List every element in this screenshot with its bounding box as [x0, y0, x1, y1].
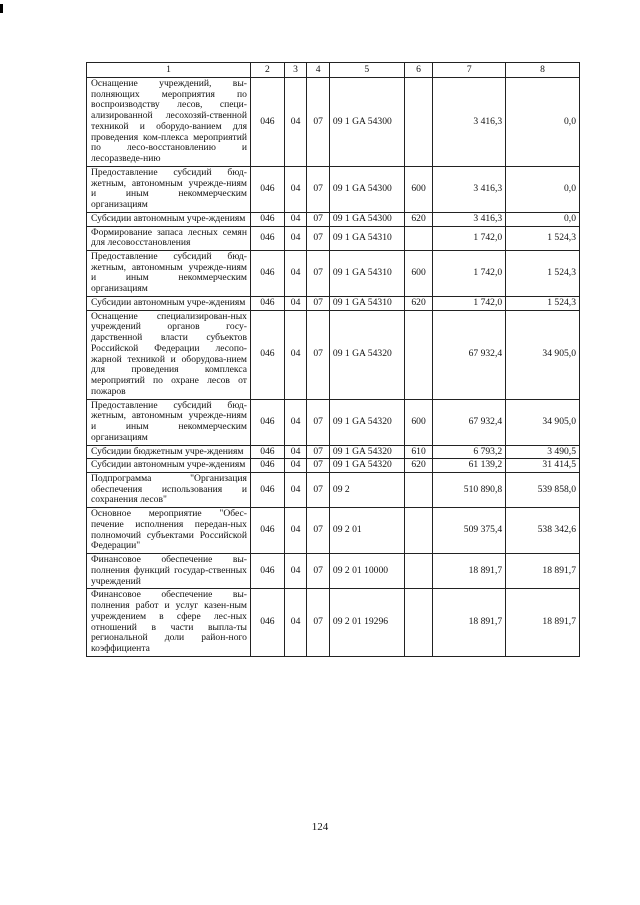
target-article-cell: 09 2 01 [329, 508, 404, 554]
page-number: 124 [311, 821, 329, 833]
subsection-cell: 07 [307, 310, 330, 399]
amount-year1-cell: 61 139,2 [433, 459, 506, 473]
section-cell: 04 [284, 226, 307, 250]
table-row [87, 166, 580, 212]
header-cell: 8 [506, 63, 580, 78]
subsection-cell: 07 [307, 508, 330, 554]
amount-year2-cell: 34 905,0 [506, 310, 580, 399]
amount-year2-cell: 31 414,5 [506, 459, 580, 473]
row-name-cell: Предоставление субсидий бюд-жетным, автономным учрежде-ниям и иным некоммерческим организациям [87, 251, 251, 297]
admin-code-cell: 046 [250, 78, 284, 167]
subsection-cell: 07 [307, 589, 330, 656]
row-name-cell: Подпрограмма "Организация обеспечения использования и сохранения лесов" [87, 472, 251, 507]
expense-type-cell: 620 [404, 212, 433, 226]
expense-type-cell [404, 310, 433, 399]
section-cell: 04 [284, 296, 307, 310]
section-cell: 04 [284, 251, 307, 297]
expense-type-cell [404, 554, 433, 589]
section-cell: 04 [284, 472, 307, 507]
amount-year2-cell: 0,0 [506, 78, 580, 167]
amount-year1-cell: 3 416,3 [433, 212, 506, 226]
amount-year2-cell: 0,0 [506, 212, 580, 226]
subsection-cell: 07 [307, 212, 330, 226]
admin-code-cell: 046 [250, 212, 284, 226]
table-row [87, 226, 580, 250]
subsection-cell: 07 [307, 226, 330, 250]
amount-year2-cell: 3 490,5 [506, 445, 580, 459]
amount-year2-cell: 1 524,3 [506, 296, 580, 310]
row-name-cell: Формирование запаса лесных семян для лесовосстановления [87, 226, 251, 250]
target-article-cell: 09 1 GA 54310 [329, 296, 404, 310]
row-name-cell: Предоставление субсидий бюд-жетным, автономным учрежде-ниям и иным некоммерческим организациям [87, 166, 251, 212]
expense-type-cell [404, 78, 433, 167]
admin-code-cell: 046 [250, 251, 284, 297]
amount-year2-cell: 18 891,7 [506, 554, 580, 589]
admin-code-cell: 046 [250, 445, 284, 459]
section-cell: 04 [284, 166, 307, 212]
amount-year1-cell: 509 375,4 [433, 508, 506, 554]
expense-type-cell [404, 226, 433, 250]
row-name-cell: Субсидии автономным учре-ждениям [87, 459, 251, 473]
amount-year1-cell: 1 742,0 [433, 251, 506, 297]
target-article-cell: 09 1 GA 54310 [329, 251, 404, 297]
subsection-cell: 07 [307, 166, 330, 212]
target-article-cell: 09 1 GA 54300 [329, 166, 404, 212]
expense-type-cell: 620 [404, 296, 433, 310]
target-article-cell: 09 2 [329, 472, 404, 507]
section-cell: 04 [284, 459, 307, 473]
target-article-cell: 09 1 GA 54320 [329, 399, 404, 445]
amount-year2-cell: 539 858,0 [506, 472, 580, 507]
table-row [87, 78, 580, 167]
header-row [87, 63, 580, 78]
amount-year1-cell: 1 742,0 [433, 296, 506, 310]
table-row [87, 251, 580, 297]
target-article-cell: 09 1 GA 54310 [329, 226, 404, 250]
expense-type-cell: 600 [404, 251, 433, 297]
admin-code-cell: 046 [250, 589, 284, 656]
expense-type-cell: 610 [404, 445, 433, 459]
row-name-cell: Предоставление субсидий бюд-жетным, автономным учрежде-ниям и иным некоммерческим организациям [87, 399, 251, 445]
amount-year1-cell: 3 416,3 [433, 166, 506, 212]
amount-year2-cell: 18 891,7 [506, 589, 580, 656]
admin-code-cell: 046 [250, 166, 284, 212]
expense-type-cell: 600 [404, 166, 433, 212]
amount-year1-cell: 18 891,7 [433, 589, 506, 656]
amount-year1-cell: 1 742,0 [433, 226, 506, 250]
section-cell: 04 [284, 399, 307, 445]
amount-year1-cell: 6 793,2 [433, 445, 506, 459]
expense-type-cell: 620 [404, 459, 433, 473]
amount-year1-cell: 3 416,3 [433, 78, 506, 167]
header-cell: 4 [307, 63, 330, 78]
section-cell: 04 [284, 445, 307, 459]
table-row [87, 459, 580, 473]
expense-type-cell [404, 472, 433, 507]
row-name-cell: Оснащение специализирован-ных учреждений органов госу-дарственной власти субъектов Российской Федерации лесопо-жарной техникой и оборудова-нием для проведения комплекса мероприятий по охране лесов от пожаров [87, 310, 251, 399]
admin-code-cell: 046 [250, 508, 284, 554]
subsection-cell: 07 [307, 296, 330, 310]
header-cell: 2 [250, 63, 284, 78]
header-cell: 3 [284, 63, 307, 78]
amount-year1-cell: 67 932,4 [433, 399, 506, 445]
expense-type-cell [404, 508, 433, 554]
table-row [87, 589, 580, 656]
row-name-cell: Субсидии автономным учре-ждениям [87, 296, 251, 310]
expense-type-cell: 600 [404, 399, 433, 445]
row-name-cell: Субсидии бюджетным учре-ждениям [87, 445, 251, 459]
admin-code-cell: 046 [250, 296, 284, 310]
subsection-cell: 07 [307, 472, 330, 507]
admin-code-cell: 046 [250, 459, 284, 473]
table-row [87, 310, 580, 399]
admin-code-cell: 046 [250, 310, 284, 399]
table-row [87, 554, 580, 589]
amount-year1-cell: 67 932,4 [433, 310, 506, 399]
admin-code-cell: 046 [250, 399, 284, 445]
target-article-cell: 09 1 GA 54320 [329, 445, 404, 459]
section-cell: 04 [284, 212, 307, 226]
scan-corner-mark [0, 4, 3, 13]
amount-year2-cell: 538 342,6 [506, 508, 580, 554]
table-row [87, 399, 580, 445]
row-name-cell: Оснащение учреждений, вы-полняющих мероприятия по воспроизводству лесов, специ-ализированной лесохозяй-ственной техникой и оборудо-ванием для проведения ком-плекса мероприятий по лесо-восстановлению и лесоразведе-нию [87, 78, 251, 167]
target-article-cell: 09 1 GA 54300 [329, 78, 404, 167]
amount-year1-cell: 510 890,8 [433, 472, 506, 507]
admin-code-cell: 046 [250, 226, 284, 250]
amount-year2-cell: 34 905,0 [506, 399, 580, 445]
section-cell: 04 [284, 589, 307, 656]
amount-year2-cell: 1 524,3 [506, 226, 580, 250]
table-row [87, 472, 580, 507]
target-article-cell: 09 1 GA 54320 [329, 310, 404, 399]
amount-year1-cell: 18 891,7 [433, 554, 506, 589]
section-cell: 04 [284, 554, 307, 589]
subsection-cell: 07 [307, 445, 330, 459]
subsection-cell: 07 [307, 554, 330, 589]
row-name-cell: Субсидии автономным учре-ждениям [87, 212, 251, 226]
subsection-cell: 07 [307, 459, 330, 473]
header-cell: 5 [329, 63, 404, 78]
amount-year2-cell: 0,0 [506, 166, 580, 212]
table-row [87, 508, 580, 554]
section-cell: 04 [284, 78, 307, 167]
section-cell: 04 [284, 508, 307, 554]
amount-year2-cell: 1 524,3 [506, 251, 580, 297]
target-article-cell: 09 1 GA 54320 [329, 459, 404, 473]
header-cell: 6 [404, 63, 433, 78]
table-row [87, 212, 580, 226]
table-row [87, 296, 580, 310]
row-name-cell: Финансовое обеспечение вы-полнения функций государ-ственных учреждений [87, 554, 251, 589]
subsection-cell: 07 [307, 78, 330, 167]
target-article-cell: 09 2 01 10000 [329, 554, 404, 589]
budget-table [86, 62, 580, 657]
subsection-cell: 07 [307, 251, 330, 297]
header-cell: 7 [433, 63, 506, 78]
header-cell: 1 [87, 63, 251, 78]
row-name-cell: Финансовое обеспечение вы-полнения работ и услуг казен-ным учреждением в сфере лес-ных отношений в части выпла-ты региональной доли район-ного коэффициента [87, 589, 251, 656]
subsection-cell: 07 [307, 399, 330, 445]
target-article-cell: 09 2 01 19296 [329, 589, 404, 656]
admin-code-cell: 046 [250, 472, 284, 507]
section-cell: 04 [284, 310, 307, 399]
table-row [87, 445, 580, 459]
target-article-cell: 09 1 GA 54300 [329, 212, 404, 226]
admin-code-cell: 046 [250, 554, 284, 589]
expense-type-cell [404, 589, 433, 656]
row-name-cell: Основное мероприятие "Обес-печение исполнения передан-ных полномочий субъектами Российской Федерации" [87, 508, 251, 554]
